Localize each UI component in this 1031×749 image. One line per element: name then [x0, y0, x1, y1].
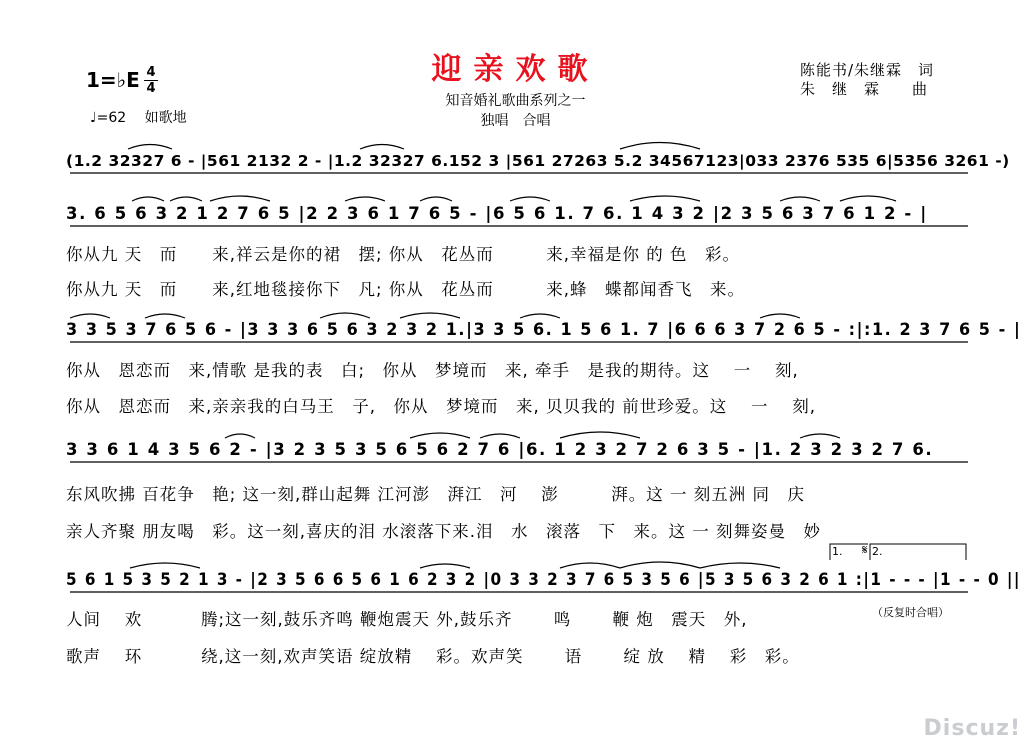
slur: [145, 314, 185, 318]
volta-bracket-second: [870, 544, 966, 560]
series-label: 知音婚礼歌曲系列之一: [445, 93, 586, 109]
slur: [840, 196, 896, 201]
score-row-4-notes: 3 3 6 1 4 3 5 6 2 - |3 2 3 5 3 5 6 5 6 2 7 6 |6. 1 2 3 2 7 2 6 3 5 - |1. 2 3 2 3 2 7 6.: [66, 440, 934, 459]
slurs: [70, 143, 896, 569]
slur: [780, 197, 820, 201]
slur: [170, 197, 202, 201]
slur: [630, 196, 700, 201]
volta-brackets: [830, 544, 966, 560]
tempo-marking: ♩=62 如歌地: [90, 110, 187, 126]
volta-first-label: 1.: [832, 545, 843, 558]
time-signature-top: 4: [146, 65, 156, 80]
slur: [210, 196, 270, 201]
composer-credit: 朱 继 霖 曲: [800, 80, 929, 98]
lyric-row-5-verse-1: 人间 欢 腾;这一刻,鼓乐齐鸣 鞭炮震天 外,鼓乐齐 鸣 鞭 炮 震天 外,: [66, 610, 748, 629]
lyric-row-3-verse-2: 你从 恩恋而 来,亲亲我的白马王 子, 你从 梦境而 来, 贝贝我的 前世珍爱。这 一 刻,: [66, 397, 816, 416]
slur: [410, 433, 470, 438]
score-row-2-notes: 3. 6 5 6 3 2 1 2 7 6 5 |2 2 3 6 1 7 6 5 - |6 5 6 1. 7 6. 1 4 3 2 |2 3 5 6 3 7 6 1 2 - |: [66, 204, 928, 223]
slur: [420, 197, 452, 201]
lyric-row-4-verse-2: 亲人齐聚 朋友喝 彩。这一刻,喜庆的泪 水滚落下来.泪 水 滚落 下 来。这 一 刻舞姿曼 妙: [66, 522, 821, 541]
slur: [420, 564, 470, 568]
score-row-1-notes: (1.2 32327 6 - |561 2132 2 - |1.2 32327 6.152 3 |561 27263 5.2 34567123|033 2376 535 6|5356 3261 -): [66, 152, 1010, 170]
score-row-5-notes: 5 6 1 5 3 5 2 1 3 - |2 3 5 6 6 5 6 1 6 2 3 2 |0 3 3 2 3 7 6 5 3 5 6 |5 3 5 6 3 2 6 1 :|1 - - - |1 - - 0 ||: [66, 570, 1021, 589]
slur: [225, 434, 255, 438]
slur: [320, 313, 370, 318]
slur: [360, 145, 404, 150]
slur: [400, 313, 460, 318]
lyric-row-3-verse-1: 你从 恩恋而 来,情歌 是我的表 白; 你从 梦境而 来, 牵手 是我的期待。这 一 刻,: [66, 361, 799, 380]
slur: [700, 563, 780, 568]
key-signature: 1=♭E: [86, 68, 140, 92]
slur: [620, 562, 700, 568]
time-signature-bottom: 4: [146, 81, 156, 96]
segno-icon: 𝄋: [862, 543, 868, 558]
slur: [510, 197, 550, 201]
slur: [560, 563, 620, 568]
slur: [520, 314, 560, 318]
slur: [480, 434, 520, 438]
lyric-row-5-verse-2: 歌声 环 绕,这一刻,欢声笑语 绽放精 彩。欢声笑 语 绽 放 精 彩 彩。: [66, 647, 800, 666]
volta-second-label: 2.: [872, 545, 883, 558]
discuz-watermark: Discuz!: [923, 716, 1021, 741]
volta-bracket-first: [830, 544, 868, 560]
repeat-chorus-note: （反复时合唱）: [872, 606, 949, 619]
slur: [132, 197, 164, 201]
slur: [560, 432, 640, 438]
beam-underlines: [70, 173, 968, 592]
song-title: 迎亲欢歌: [431, 52, 600, 87]
slur: [620, 143, 700, 150]
lyric-row-2-verse-2: 你从九 天 而 来,红地毯接你下 凡; 你从 花丛而 来,蜂 蝶都闻香飞 来。: [66, 280, 746, 299]
slur: [345, 197, 385, 201]
lyric-row-4-verse-1: 东风吹拂 百花争 艳; 这一刻,群山起舞 江河澎 湃江 河 澎 湃。这 一 刻五洲 同 庆: [66, 485, 806, 504]
slur: [800, 434, 840, 438]
lyric-row-2-verse-1: 你从九 天 而 来,祥云是你的裙 摆; 你从 花丛而 来,幸福是你 的 色 彩。: [66, 245, 741, 264]
slur: [130, 563, 200, 568]
slur: [760, 314, 800, 318]
form-label: 独唱 合唱: [480, 113, 551, 129]
lyricist-credit: 陈能书/朱继霖 词: [800, 61, 935, 79]
slur: [128, 145, 172, 150]
score-row-3-notes: 3 3 5 3 7 6 5 6 - |3 3 3 6 5 6 3 2 3 2 1.|3 3 5 6. 1 5 6 1. 7 |6 6 6 3 7 2 6 5 - :|:1. 2 3 7 6 5 - |: [66, 320, 1022, 339]
slur: [70, 314, 110, 318]
